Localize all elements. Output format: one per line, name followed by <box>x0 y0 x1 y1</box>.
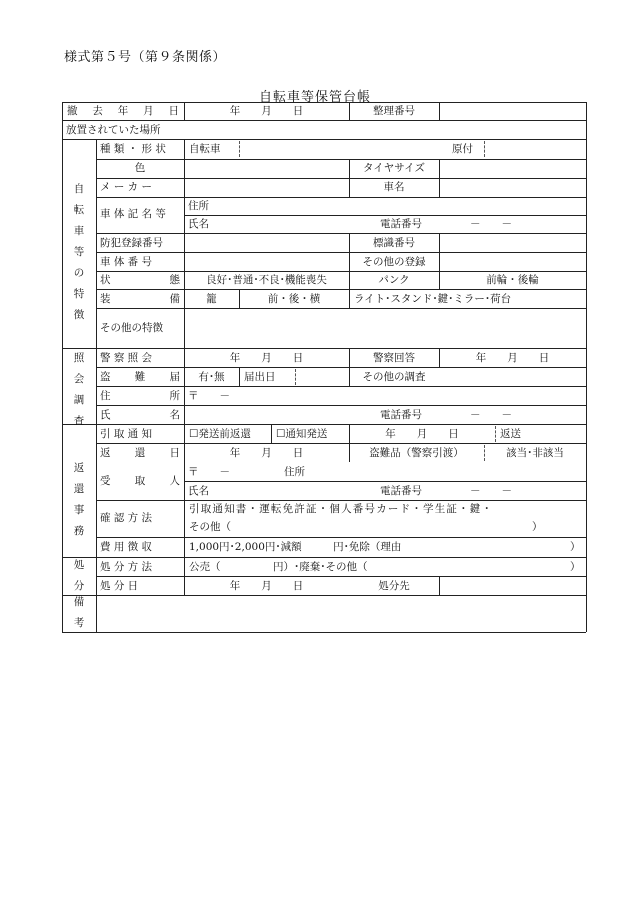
equipment-basket[interactable]: 籠 <box>206 293 217 305</box>
dashed-divider <box>239 141 240 157</box>
grid-line <box>62 595 586 596</box>
grid-line <box>349 289 350 308</box>
grid-line <box>96 289 586 290</box>
receiver-phone-label: 電話番号 <box>380 485 422 497</box>
notice-sent-option[interactable]: ☐通知発送 <box>276 428 328 440</box>
owner-phone-field[interactable]: － － <box>470 218 512 230</box>
plate-number-label: 標識番号 <box>373 237 415 249</box>
body-number-label: 車 体 番 号 <box>100 256 153 268</box>
notice-date[interactable]: 年 月 日 <box>385 428 459 440</box>
security-reg-label: 防犯登録番号 <box>100 237 163 249</box>
inquiry-phone-field[interactable]: － － <box>470 409 512 421</box>
confirm-method-options[interactable]: 引取通知書・運転免許証・個人番号カード・学生証・鍵・ <box>189 503 494 515</box>
car-name-label: 車名 <box>383 181 405 193</box>
moped-label: 原付 <box>452 143 473 155</box>
equipment-items[interactable]: ライト･スタンド･鍵･ミラー･荷台 <box>354 293 512 305</box>
grid-line <box>62 348 586 349</box>
tire-size-label: タイヤサイズ <box>363 162 425 174</box>
grid-line <box>96 405 586 406</box>
grid-line <box>96 197 586 198</box>
other-features-label: その他の特徴 <box>100 322 163 334</box>
management-number-label: 整理番号 <box>373 105 415 117</box>
disposal-date[interactable]: 年 月 日 <box>229 580 304 592</box>
remarks-label: 備考 <box>73 596 85 629</box>
form-number: 様式第５号（第９条関係） <box>64 50 227 65</box>
disposal-date-label: 処 分 日 <box>100 580 139 592</box>
receiver-name-label: 氏名 <box>188 485 209 497</box>
abandoned-place-label: 放置されていた場所 <box>66 124 161 136</box>
body-note-label: 車 体 記 名 等 <box>100 208 166 220</box>
type-value[interactable]: 自転車 <box>189 143 221 155</box>
dashed-divider <box>484 141 485 157</box>
fee-close: ） <box>570 541 581 553</box>
puncture-options[interactable]: 前輪・後輪 <box>486 274 539 286</box>
storage-ledger-table <box>62 102 586 632</box>
page-title: 自転車等保管台帳 <box>258 90 371 105</box>
receiver-label: 受 取 人 <box>100 475 180 487</box>
police-inquiry-date[interactable]: 年 月 日 <box>229 352 304 364</box>
puncture-label: パンク <box>378 274 410 286</box>
condition-options[interactable]: 良好･普通･不良･機能喪失 <box>206 274 327 286</box>
equipment-label: 装 備 <box>100 293 180 305</box>
grid-line <box>62 557 586 558</box>
disposal-method-label: 処 分 方 法 <box>100 561 153 573</box>
returned-before-send-option[interactable]: ☐発送前返還 <box>189 428 251 440</box>
grid-line <box>96 308 586 309</box>
owner-address-label: 住所 <box>188 200 209 212</box>
inquiry-address-label: 住 所 <box>100 390 180 402</box>
disposal-destination-label: 処分先 <box>378 580 410 592</box>
owner-phone-label: 電話番号 <box>380 218 422 230</box>
type-shape-label: 種 類 ・ 形 状 <box>100 143 166 155</box>
grid-line <box>96 252 586 253</box>
grid-line <box>439 159 440 197</box>
grid-line <box>62 120 586 121</box>
dashed-divider <box>295 369 296 385</box>
grid-line <box>96 576 586 577</box>
grid-line <box>96 139 97 632</box>
stolen-item-label: 盗難品（警察引渡） <box>369 447 464 459</box>
grid-line <box>239 367 240 386</box>
confirm-other-label: その他（ <box>189 521 231 533</box>
grid-line <box>96 367 586 368</box>
police-inquiry-label: 警 察 照 会 <box>100 352 153 364</box>
other-registration-label: その他の登録 <box>362 256 426 268</box>
section-inquiry: 照会調査 <box>73 352 85 427</box>
inquiry-phone-label: 電話番号 <box>380 409 422 421</box>
theft-report-label: 盗 難 届 <box>100 371 180 383</box>
remarks-field[interactable] <box>100 599 580 629</box>
returned-mail-label: 返送 <box>500 428 521 440</box>
grid-line <box>96 537 586 538</box>
receiver-phone-field[interactable]: － － <box>470 485 512 497</box>
receiver-address-label: 住所 <box>284 466 305 478</box>
return-date-label: 返 還 日 <box>100 447 180 459</box>
fee-label: 費 用 徴 収 <box>100 541 153 553</box>
grid-line <box>62 424 586 425</box>
color-label: 色 <box>134 162 146 174</box>
grid-line <box>62 102 63 632</box>
report-date-label: 届出日 <box>244 371 276 383</box>
confirm-other-close: ） <box>532 521 543 533</box>
grid-line <box>184 139 185 595</box>
equipment-position[interactable]: 前・後・横 <box>267 293 321 305</box>
receiver-postal-field[interactable]: 〒 － <box>188 466 230 478</box>
grid-line <box>96 386 586 387</box>
police-reply-date[interactable]: 年 月 日 <box>475 352 550 364</box>
grid-line <box>439 102 440 120</box>
grid-line <box>439 576 440 595</box>
grid-line <box>62 139 586 140</box>
maker-label: メ ー カ ー <box>100 181 153 193</box>
pickup-notice-label: 引 取 通 知 <box>100 428 153 440</box>
police-reply-label: 警察回答 <box>373 352 415 364</box>
grid-line <box>586 102 587 632</box>
section-disposal: 処分 <box>73 559 85 592</box>
disposal-method-close: ） <box>570 561 581 573</box>
grid-line <box>96 233 586 234</box>
section-bicycle-features: 自転車等の特徴 <box>73 183 85 321</box>
grid-line <box>96 443 586 444</box>
removal-date-field[interactable]: 年 月 日 <box>229 105 304 117</box>
inquiry-postal-field[interactable]: 〒 － <box>188 390 230 402</box>
grid-line <box>271 424 272 443</box>
inquiry-name-label: 氏 名 <box>100 409 180 421</box>
confirm-method-label: 確 認 方 法 <box>100 512 153 524</box>
other-survey-label: その他の調査 <box>362 371 426 383</box>
grid-line <box>62 632 586 633</box>
section-return: 返還事務 <box>73 462 85 537</box>
condition-label: 状 態 <box>100 274 180 286</box>
stolen-item-options[interactable]: 該当･非該当 <box>506 447 564 459</box>
owner-name-label: 氏名 <box>188 218 209 230</box>
return-date[interactable]: 年 月 日 <box>229 447 304 459</box>
other-features-field[interactable] <box>188 312 578 344</box>
removal-date-label: 撤 去 年 月 日 <box>67 105 179 117</box>
grid-line <box>184 481 586 482</box>
fee-options[interactable]: 1,000円･2,000円･減額 円･免除（理由 <box>189 541 402 553</box>
dashed-divider <box>495 426 496 442</box>
theft-report-options[interactable]: 有･無 <box>198 371 225 383</box>
disposal-method-options[interactable]: 公売（ 円）･廃棄･その他（ <box>189 561 368 573</box>
